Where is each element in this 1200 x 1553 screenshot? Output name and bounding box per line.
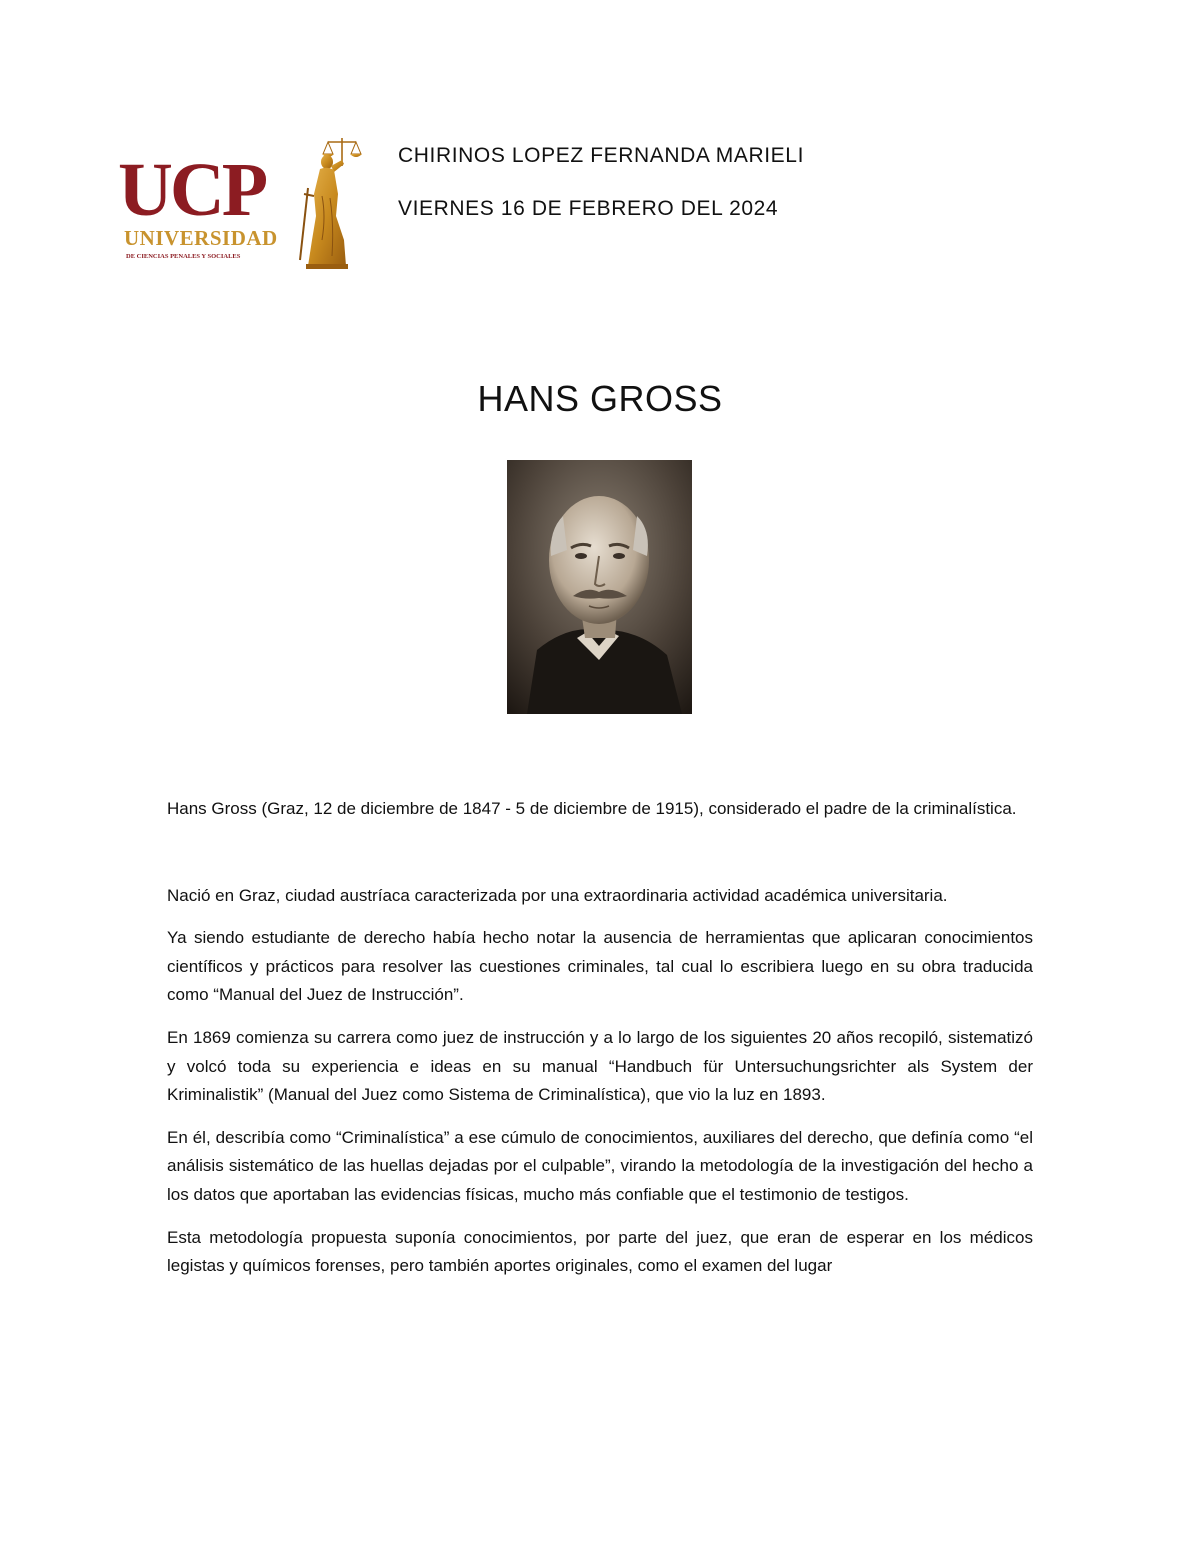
student-name: CHIRINOS LOPEZ FERNANDA MARIELI <box>398 144 805 167</box>
document-date: VIERNES 16 DE FEBRERO DEL 2024 <box>398 197 779 220</box>
article-body <box>167 795 1033 1295</box>
logo-university-text: UNIVERSIDAD <box>124 226 278 250</box>
page-title: HANS GROSS <box>477 378 723 419</box>
university-logo <box>118 136 368 272</box>
portrait-photo <box>507 460 692 714</box>
paragraph: Nació en Graz, ciudad austríaca caracterizada por una extraordinaria actividad académica universitaria. <box>167 885 948 905</box>
logo-letters: UCP <box>118 148 266 232</box>
justice-statue-icon <box>294 136 368 270</box>
logo-subtitle: DE CIENCIAS PENALES Y SOCIALES <box>126 253 241 260</box>
paragraph: Ya siendo estudiante de derecho había hecho notar la ausencia de herramientas que aplicaran conocimientos científicos y prácticos para resolver las cuestiones criminales, tal cual lo escribiera luego en su obra traducida como “Manual del Juez de Instrucción”. <box>167 928 1033 1005</box>
paragraph: En él, describía como “Criminalística” a ese cúmulo de conocimientos, auxiliares del derecho, que definía como “el análisis sistemático de las huellas dejadas por el culpable”, virando la metodología de la investigación del hecho a los datos que aportaban las evidencias físicas, mucho más confiable que el testimonio de testigos. <box>167 1127 1033 1204</box>
paragraph: Hans Gross (Graz, 12 de diciembre de 1847 - 5 de diciembre de 1915), considerado el padre de la criminalística. <box>167 799 1017 818</box>
paragraph: En 1869 comienza su carrera como juez de instrucción y a lo largo de los siguientes 20 años recopiló, sistematizó y volcó toda su experiencia e ideas en su manual “Handbuch für Untersuchungsrichter als System der Kriminalistik” (Manual del Juez como Sistema de Criminalística), que vio la luz en 1893. <box>167 1027 1033 1105</box>
paragraph: Esta metodología propuesta suponía conocimientos, por parte del juez, que eran de esperar en los médicos legistas y químicos forenses, pero también aportes originales, como el examen del lugar <box>167 1227 1033 1276</box>
